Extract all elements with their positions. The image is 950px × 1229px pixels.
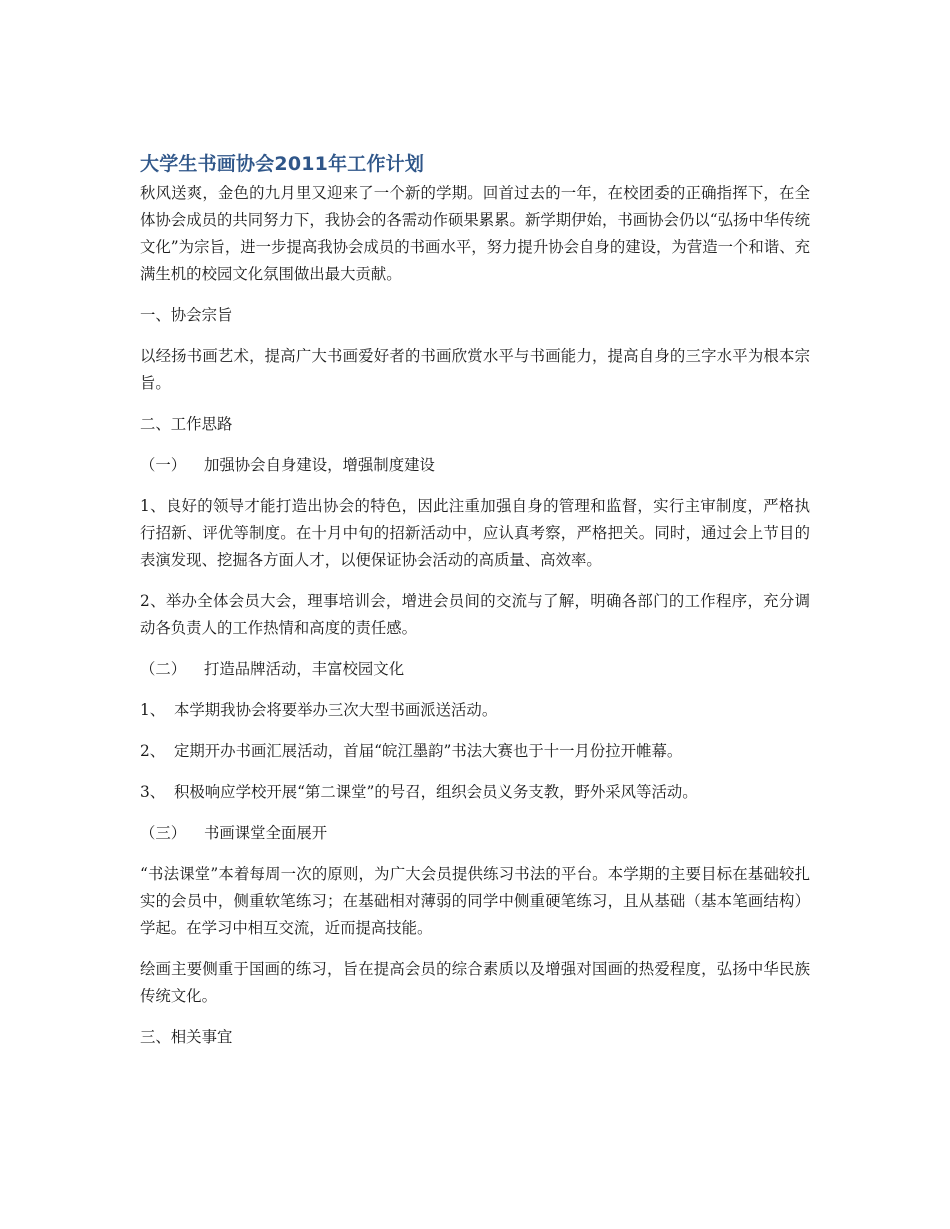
list-item-text: 积极响应学校开展“第二课堂”的号召，组织会员义务支教，野外采风等活动。 [174,783,698,801]
list-item-text: 定期开办书画汇展活动，首届“皖江墨韵”书法大赛也于十一月份拉开帷幕。 [174,742,683,760]
list-item-number: 3、 [140,783,166,801]
list-item-number: 1、 [140,701,166,719]
subheading-self-building [140,452,810,479]
classroom-paragraph-1: “书法课堂”本着每周一次的原则，为广大会员提供练习书法的平台。本学期的主要目标在基础较扎实的会员中，侧重软笔练习；在基础相对薄弱的同学中侧重硬笔练习，且从基础（基本笔画结构）学起。在学习中相互交流，近而提高技能。 [140,865,810,937]
list-item-text: 本学期我协会将要举办三次大型书画派送活动。 [174,701,498,719]
purpose-paragraph: 以经扬书画艺术，提高广大书画爱好者的书画欣赏水平与书画能力，提高自身的三字水平为根本宗旨。 [140,347,810,392]
classroom-paragraph-2: 绘画主要侧重于国画的练习，旨在提高会员的综合素质以及增强对国画的热爱程度，弘扬中华民族传统文化。 [140,960,810,1005]
section-heading-purpose: 一、协会宗旨 [140,306,233,324]
document-page [140,150,810,1065]
subheading-text: 书画课堂全面展开 [204,824,328,842]
subheading-brand-activities [140,656,810,683]
subheading-text: 打造品牌活动，丰富校园文化 [204,660,405,678]
list-item [140,738,810,765]
self-building-paragraph-1: 1、良好的领导才能打造出协会的特色，因此注重加强自身的管理和监督，实行主审制度，严格执行招新、评优等制度。在十月中旬的招新活动中，应认真考察，严格把关。同时，通过会上节目的表演发现、挖掘各方面人才，以便保证协会活动的高质量、高效率。 [140,497,810,569]
subheading-number: （二） [140,660,187,678]
section-heading-related: 三、相关事宜 [140,1028,233,1046]
document-title: 大学生书画协会2011年工作计划 [140,153,425,175]
list-item-number: 2、 [140,742,166,760]
subheading-number: （三） [140,824,187,842]
intro-paragraph: 秋风送爽，金色的九月里又迎来了一个新的学期。回首过去的一年，在校团委的正确指挥下，在全体协会成员的共同努力下，我协会的各需动作硕果累累。新学期伊始，书画协会仍以“弘扬中华传统文化”为宗旨，进一步提高我协会成员的书画水平，努力提升协会自身的建设，为营造一个和谐、充满生机的校园文化氛围做出最大贡献。 [140,184,810,283]
section-heading-approach: 二、工作思路 [140,415,233,433]
subheading-classroom [140,820,810,847]
list-item [140,697,810,724]
list-item [140,779,810,806]
subheading-text: 加强协会自身建设，增强制度建设 [204,456,435,474]
subheading-number: （一） [140,456,187,474]
self-building-paragraph-2: 2、举办全体会员大会，理事培训会，增进会员间的交流与了解，明确各部门的工作程序，充分调动各负责人的工作热情和高度的责任感。 [140,592,810,637]
